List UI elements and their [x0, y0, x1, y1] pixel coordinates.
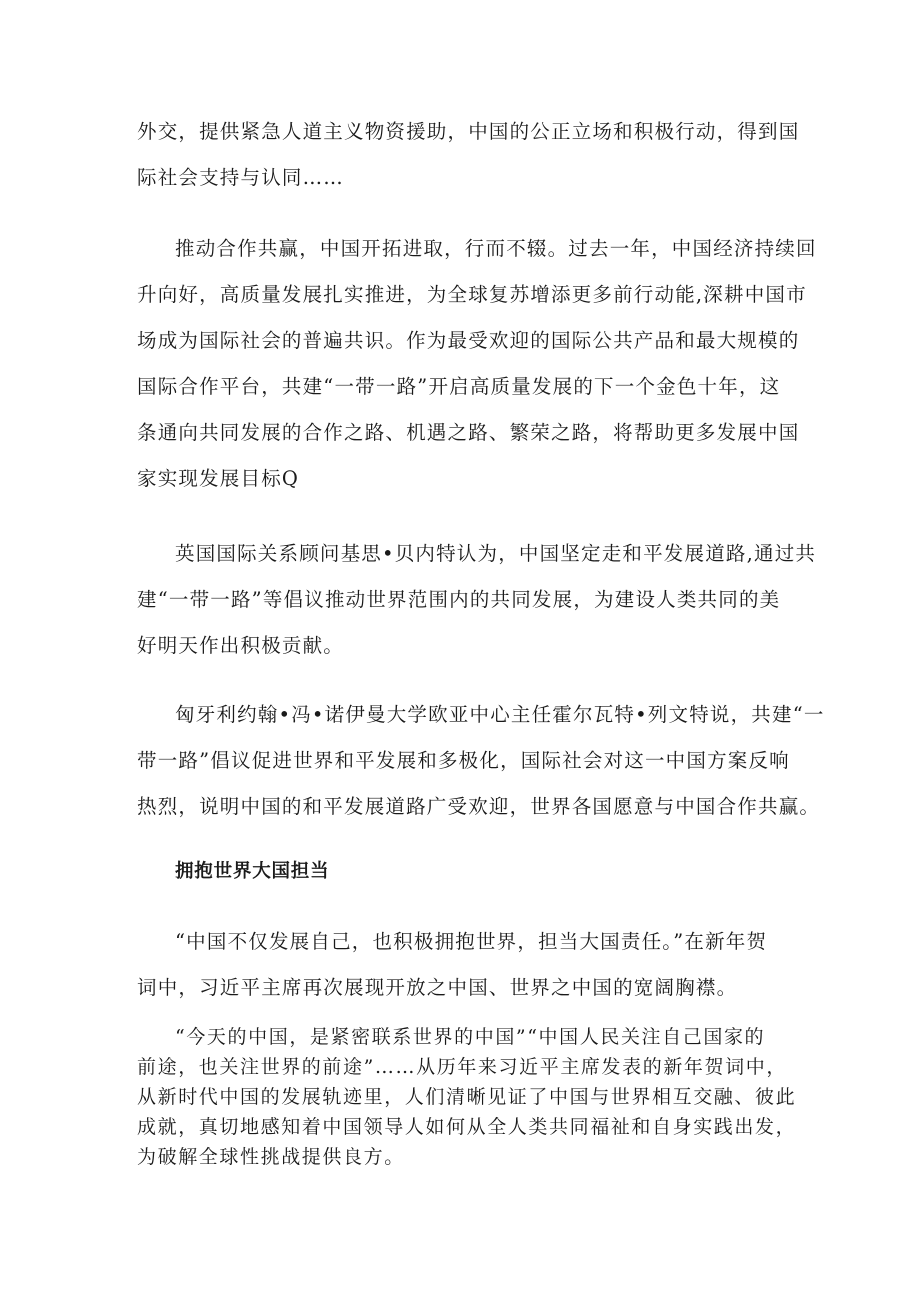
paragraph-line: 推动合作共赢，中国开拓进取，行而不辍。过去一年，中国经济持续回 [175, 237, 817, 260]
paragraph-4 [137, 692, 825, 830]
paragraph-line: 前途，也关注世界的前途”……从历年来习近平主席发表的新年贺词中， [137, 1056, 787, 1078]
paragraph-line: 场成为国际社会的普遍共识。作为最受欢迎的国际公共产品和最大规模的 [137, 329, 800, 352]
section-heading: 拥抱世界大国担当 [175, 861, 330, 882]
paragraph-line: 词中，习近平主席再次展现开放之中国、世界之中国的宽阔胸襟。 [137, 976, 738, 999]
paragraph-line: 带一路”倡议促进世界和平发展和多极化，国际社会对这一中国方案反响 [137, 749, 790, 772]
paragraph-line: “中国不仅发展自己，也积极拥抱世界，担当大国责任。”在新年贺 [175, 930, 768, 953]
paragraph-line: 条通向共同发展的合作之路、机遇之路、繁荣之路，将帮助更多发展中国 [137, 421, 800, 444]
paragraph-line: 升向好，高质量发展扎实推进，为全球复苏增添更多前行动能,深耕中国市 [137, 283, 807, 306]
paragraph-line: 成就，真切地感知着中国领导人如何从全人类共同福祉和自身实践出发， [137, 1116, 797, 1138]
paragraph-line: 匈牙利约翰•冯•诺伊曼大学欧亚中心主任霍尔瓦特•列文特说，共建“一 [175, 703, 825, 726]
paragraph-line: 建“一带一路”等倡议推动世界范围内的共同发展，为建设人类共同的美 [137, 588, 781, 611]
paragraph-line: 国际合作平台，共建“一带一路”开启高质量发展的下一个金色十年，这 [137, 375, 781, 398]
paragraph-line: 热烈，说明中国的和平发展道路广受欢迎，世界各国愿意与中国合作共赢。 [137, 795, 821, 818]
paragraph-line: “今天的中国，是紧密联系世界的中国”“中国人民关注自己国家的 [175, 1026, 766, 1048]
paragraph-line: 为破解全球性挑战提供良方。 [137, 1146, 405, 1168]
paragraph-6 [137, 1022, 802, 1172]
paragraph-line: 从新时代中国的发展轨迹里，人们清晰见证了中国与世界相互交融、彼此 [137, 1086, 797, 1108]
paragraph-3 [137, 531, 817, 669]
paragraph-5 [137, 919, 802, 1011]
paragraph-2 [137, 226, 817, 502]
paragraph-line: 际社会支持与认同…… [137, 166, 345, 189]
paragraph-line: 好明天作出积极贡献。 [137, 634, 345, 657]
paragraph-1 [137, 109, 802, 201]
paragraph-line: 英国国际关系顾问基思•贝内特认为，中国坚定走和平发展道路,通过共 [175, 542, 817, 565]
paragraph-line: 外交，提供紧急人道主义物资援助，中国的公正立场和积极行动，得到国 [137, 120, 800, 143]
paragraph-line: 家实现发展目标Q [137, 467, 300, 490]
